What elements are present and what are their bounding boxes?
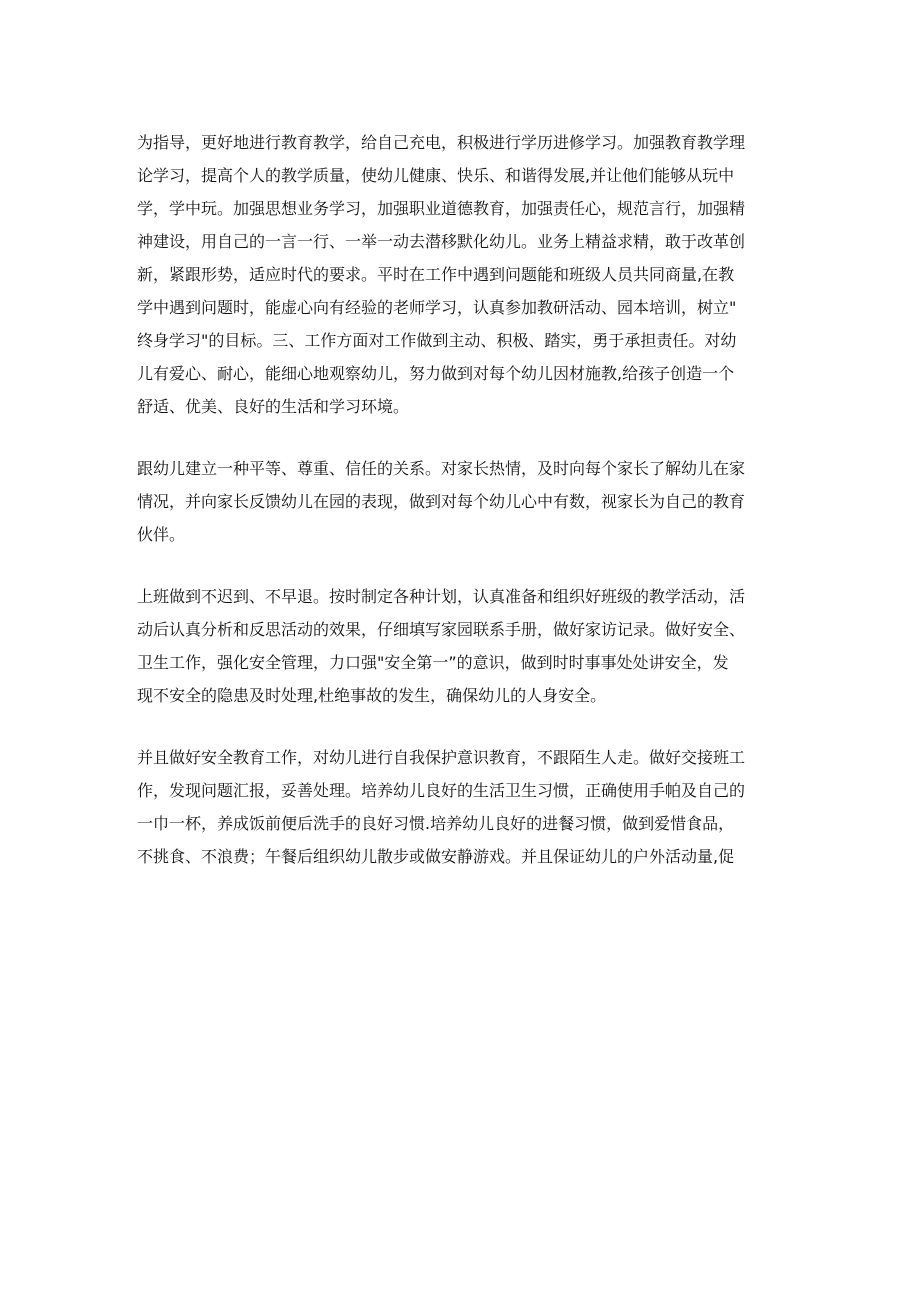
text-line: 一巾一杯，养成饭前便后洗手的良好习惯.培养幼儿良好的进餐习惯，做到爱惜食品， <box>137 814 735 833</box>
text-line: 儿有爱心、耐心，能细心地观察幼儿，努力做到对每个幼儿因材施教,给孩子创造一个 <box>137 364 735 383</box>
text-line: 作，发现问题汇报，妥善处理。培养幼儿良好的生活卫生习惯，正确使用手帕及自己的 <box>137 781 746 800</box>
paragraph-3 <box>137 580 787 712</box>
text-line: 不挑食、不浪费；午餐后组织幼儿散步或做安静游戏。并且保证幼儿的户外活动量,促 <box>137 847 735 866</box>
text-line: 终身学习"的目标。三、工作方面对工作做到主动、积极、踏实，勇于承担责任。对幼 <box>137 331 737 350</box>
text-line: 跟幼儿建立一种平等、尊重、信任的关系。对家长热情，及时向每个家长了解幼儿在家 <box>137 459 746 478</box>
text-line: 学中遇到问题时，能虚心向有经验的老师学习，认真参加教研活动、园本培训，树立" <box>137 298 737 317</box>
paragraph-2 <box>137 452 787 551</box>
text-line: 论学习，提高个人的教学质量，使幼儿健康、快乐、和谐得发展,并让他们能够从玩中 <box>137 166 735 185</box>
text-line: 学，学中玩。加强思想业务学习，加强职业道德教育，加强责任心，规范言行，加强精 <box>137 199 746 218</box>
text-line: 卫生工作，强化安全管理，力口强"安全第一”的意识，做到时时事事处处讲安全，发 <box>137 653 729 672</box>
paragraph-4 <box>137 741 787 873</box>
text-line: 为指导，更好地进行教育教学，给自己充电，积极进行学历进修学习。加强教育教学理 <box>137 133 746 152</box>
text-line: 新，紧跟形势，适应时代的要求。平时在工作中遇到问题能和班级人员共同商量,在教 <box>137 265 735 284</box>
text-line: 伙伴。 <box>137 525 186 544</box>
paragraph-1 <box>137 126 787 423</box>
text-line: 情况，并向家长反馈幼儿在园的表现，做到对每个幼儿心中有数，视家长为自己的教育 <box>137 492 746 511</box>
text-line: 舒适、优美、良好的生活和学习环境。 <box>137 397 410 416</box>
text-line: 现不安全的隐患及时处理,杜绝事故的发生，确保幼儿的人身安全。 <box>137 686 607 705</box>
text-line: 并且做好安全教育工作，对幼儿进行自我保护意识教育，不跟陌生人走。做好交接班工 <box>137 748 746 767</box>
text-line: 上班做到不迟到、不早退。按时制定各种计划，认真准备和组织好班级的教学活动，活 <box>137 587 746 606</box>
document-body <box>137 126 787 902</box>
text-line: 动后认真分析和反思活动的效果，仔细填写家园联系手册，做好家访记录。做好安全、 <box>137 620 746 639</box>
text-line: 神建设，用自己的一言一行、一举一动去潜移默化幼儿。业务上精益求精，敢于改革创 <box>137 232 746 251</box>
